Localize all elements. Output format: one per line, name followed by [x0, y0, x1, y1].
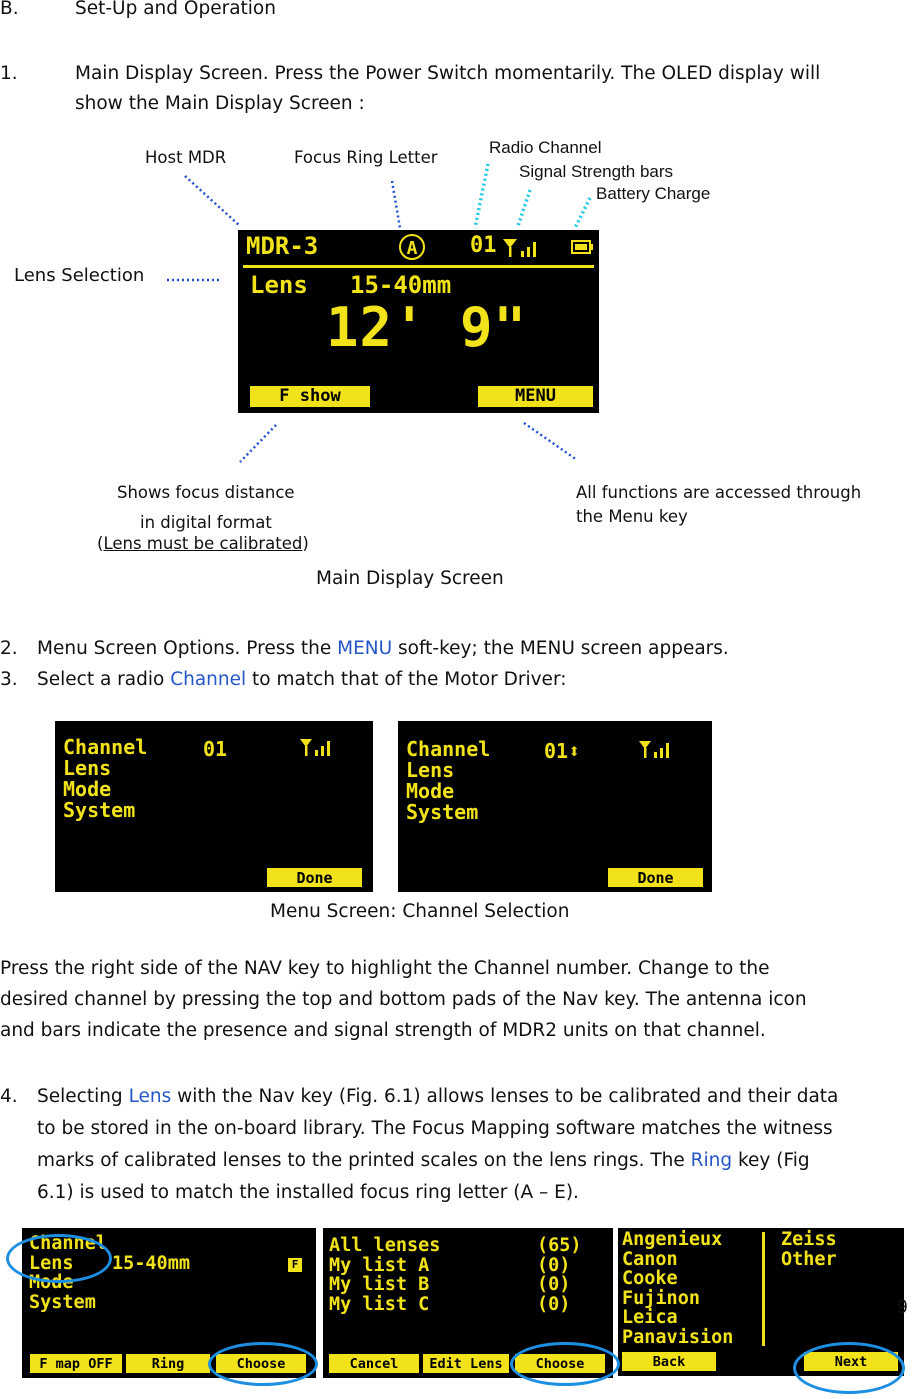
next-softkey[interactable]: Next [804, 1352, 898, 1371]
brand-cooke[interactable]: Cooke [622, 1268, 678, 1289]
ring-letter-badge: F [288, 1258, 302, 1272]
signal-strength-icon [638, 740, 674, 760]
callout-focus-distance-line3 [97, 534, 309, 553]
main-display-screen [238, 230, 599, 413]
menu-item-lens[interactable]: Lens [63, 756, 112, 780]
leader-host-mdr [185, 176, 240, 226]
leader-battery-charge [575, 198, 590, 228]
page-number: 9 [897, 1297, 908, 1318]
leader-menu-key [524, 423, 577, 460]
lens-highlight-circle [6, 1234, 112, 1283]
item4-line4: 6.1) is used to match the installed focus ring letter (A – E). [37, 1182, 579, 1203]
menu-item-mode[interactable]: Mode [29, 1272, 74, 1293]
back-softkey[interactable]: Back [622, 1352, 716, 1371]
up-down-arrow-icon: ⬍ [568, 739, 581, 763]
item3-number: 3. [0, 669, 18, 690]
signal-strength-icon [502, 237, 542, 259]
menu-item-channel[interactable]: Channel [63, 735, 148, 759]
menu-item-mode[interactable]: Mode [406, 779, 455, 803]
channel-number[interactable] [544, 739, 580, 763]
item1-line1: Main Display Screen. Press the Power Switch momentarily. The OLED display will [75, 63, 821, 84]
leader-focus-distance [240, 425, 276, 462]
section-letter: B. [0, 0, 19, 19]
menu-screen-2 [398, 721, 712, 892]
callout-lens-selection: Lens Selection [14, 265, 145, 286]
choose-highlight-circle [208, 1342, 318, 1386]
done-softkey[interactable]: Done [267, 868, 362, 887]
callout-menu-key-line1: All functions are accessed through [576, 483, 862, 502]
callout-focus-distance-line2: in digital format [140, 513, 272, 532]
menu-item-system[interactable]: System [29, 1291, 96, 1313]
menu-item-system[interactable]: System [406, 800, 479, 824]
menu-item-lens[interactable]: Lens [406, 758, 455, 782]
paren-close: ) [302, 534, 309, 553]
channel-value: 01 [544, 739, 569, 763]
channel-number[interactable]: 01 [203, 737, 228, 761]
item2-post: soft-key; the MENU screen appears. [392, 638, 729, 659]
item3-pre: Select a radio [37, 669, 171, 690]
paren-open: ( [97, 534, 104, 553]
item4-number: 4. [0, 1086, 18, 1107]
lens-value: 15-40mm [112, 1253, 190, 1274]
menu-items [406, 739, 490, 823]
item4-line3 [37, 1145, 810, 1177]
lens-list-counts [537, 1236, 582, 1314]
callout-radio-channel: Radio Channel [489, 138, 602, 157]
brand-angenieux[interactable]: Angenieux [622, 1229, 723, 1250]
section-title: Set-Up and Operation [75, 0, 276, 19]
brand-column-divider [762, 1232, 765, 1346]
list-item-my-list-b[interactable]: My list B [329, 1274, 430, 1295]
brand-other[interactable]: Other [781, 1248, 837, 1270]
item4-lens-key: Lens [128, 1086, 172, 1107]
lens-calibrated-note: Lens must be calibrated [103, 534, 303, 553]
count-my-list-a: (0) [537, 1254, 571, 1276]
item4-line2: to be stored in the on-board library. The Focus Mapping software matches the witness [37, 1118, 833, 1139]
main-display-caption: Main Display Screen [316, 568, 504, 589]
item1-line2: show the Main Display Screen : [75, 93, 365, 114]
menu-screen-caption: Menu Screen: Channel Selection [270, 901, 570, 922]
brand-list-right [781, 1230, 837, 1269]
next-highlight-circle [793, 1342, 905, 1394]
paragraph-line3: and bars indicate the presence and signal strength of MDR2 units on that channel. [0, 1020, 766, 1041]
edit-lens-softkey[interactable]: Edit Lens [423, 1354, 509, 1373]
item2-pre: Menu Screen Options. Press the [37, 638, 338, 659]
lens-label: Lens [250, 271, 308, 299]
menu-item-system[interactable]: System [63, 798, 136, 822]
item2-menu-key: MENU [337, 638, 393, 659]
choose-highlight-circle-2 [510, 1342, 620, 1386]
callout-battery-charge: Battery Charge [596, 184, 711, 203]
brand-zeiss[interactable]: Zeiss [781, 1229, 837, 1250]
item4-line1 [37, 1081, 838, 1113]
paragraph-line2: desired channel by pressing the top and bottom pads of the Nav key. The antenna icon [0, 989, 807, 1010]
lens-value: 15-40mm [350, 271, 452, 299]
choose-softkey[interactable]: Choose [216, 1354, 306, 1373]
brand-leica[interactable]: Leica [622, 1307, 678, 1328]
list-item-all-lenses[interactable]: All lenses [329, 1235, 441, 1256]
lens-list-names [329, 1236, 440, 1314]
fshow-softkey[interactable]: F show [250, 386, 370, 407]
leader-radio-channel [475, 164, 488, 228]
paragraph-line1: Press the right side of the NAV key to highlight the Channel number. Change to the [0, 958, 770, 979]
header-divider [243, 265, 594, 268]
list-item-my-list-a[interactable]: My list A [329, 1254, 430, 1276]
focus-ring-letter-badge [399, 234, 425, 260]
leader-signal-strength [518, 190, 530, 226]
item4-ring-key: Ring [690, 1150, 733, 1171]
host-mdr-label: MDR-3 [246, 232, 319, 260]
done-softkey[interactable]: Done [608, 868, 703, 887]
item1-number: 1. [0, 63, 18, 84]
choose-softkey[interactable]: Choose [515, 1354, 605, 1373]
menu-items [63, 737, 147, 821]
count-my-list-c: (0) [537, 1293, 571, 1315]
fmap-off-softkey[interactable]: F map OFF [30, 1354, 122, 1373]
brand-panavision[interactable]: Panavision [622, 1326, 734, 1348]
item4-l3-pre: marks of calibrated lenses to the printed scales on the lens rings. The [37, 1150, 691, 1171]
menu-screen-1 [55, 721, 373, 892]
menu-item-mode[interactable]: Mode [63, 777, 112, 801]
radio-channel-number: 01 [470, 233, 497, 258]
menu-item-channel[interactable]: Channel [406, 737, 491, 761]
item3-channel-key: Channel [170, 669, 247, 690]
brand-canon[interactable]: Canon [622, 1248, 678, 1270]
callout-host-mdr: Host MDR [145, 148, 227, 167]
signal-strength-icon [299, 738, 335, 758]
leader-focus-ring-letter [392, 181, 400, 228]
menu-item-lens[interactable]: Lens [29, 1252, 74, 1274]
callout-menu-key-line2: the Menu key [576, 507, 688, 526]
cancel-softkey[interactable]: Cancel [329, 1354, 419, 1373]
item3-text [37, 664, 566, 696]
callout-focus-distance-line1: Shows focus distance [117, 483, 295, 502]
item4-l3-post: key (Fig [732, 1150, 810, 1171]
count-all-lenses: (65) [537, 1235, 582, 1256]
count-my-list-b: (0) [537, 1274, 571, 1295]
brand-list-left [622, 1230, 733, 1347]
item4-l1-pre: Selecting [37, 1086, 129, 1107]
brand-fujinon[interactable]: Fujinon [622, 1287, 700, 1309]
menu-item-channel[interactable]: Channel [29, 1233, 107, 1254]
focus-ring-letter: A [406, 238, 418, 259]
item3-post: to match that of the Motor Driver: [246, 669, 567, 690]
item2-number: 2. [0, 638, 18, 659]
ring-softkey[interactable]: Ring [126, 1354, 210, 1373]
callout-signal-strength: Signal Strength bars [519, 162, 674, 181]
callout-focus-ring-letter: Focus Ring Letter [294, 148, 438, 167]
item2-text [37, 633, 729, 665]
list-item-my-list-c[interactable]: My list C [329, 1293, 430, 1315]
menu-softkey[interactable]: MENU [478, 386, 593, 407]
focus-distance: 12' 9" [326, 296, 528, 359]
item4-l1-post: with the Nav key (Fig. 6.1) allows lenses to be calibrated and their data [171, 1086, 839, 1107]
battery-charge-icon [571, 239, 595, 255]
